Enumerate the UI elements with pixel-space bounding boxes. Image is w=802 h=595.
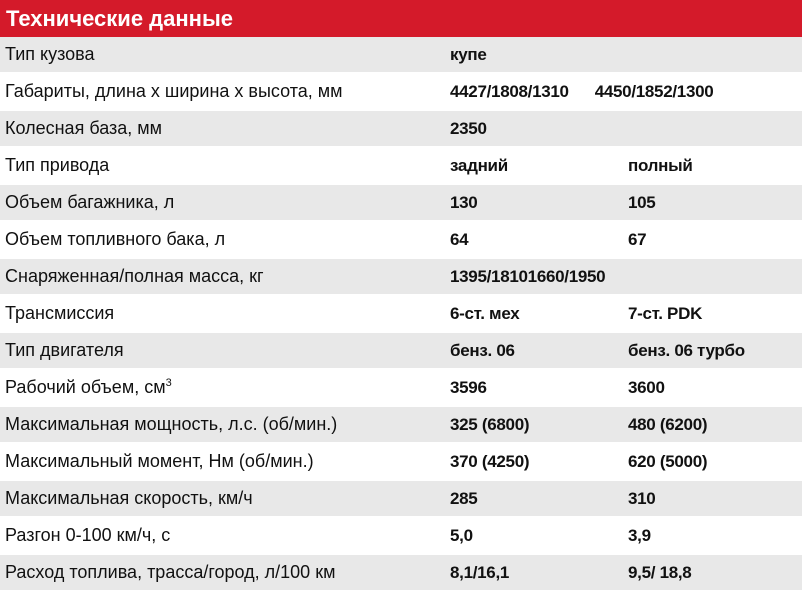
row-label-text: Тип привода	[5, 155, 110, 175]
row-label	[0, 451, 450, 472]
row-value-1: 5,0	[450, 525, 473, 545]
row-label-text: Тип кузова	[5, 44, 95, 64]
row-value-2: 3,9	[628, 525, 651, 545]
row-value-1: 2350	[450, 118, 487, 138]
row-value-1: 285	[450, 488, 478, 508]
row-label	[0, 192, 450, 213]
row-value-1: 64	[450, 229, 469, 249]
row-value-1: 4427/1808/1310	[450, 81, 569, 101]
row-value-2: 620 (5000)	[628, 451, 708, 471]
table-row	[0, 296, 802, 333]
row-label-text: Максимальный момент, Нм (об/мин.)	[5, 451, 314, 471]
row-value-1: 1395/18101660/1950	[450, 266, 606, 286]
row-label-text: Колесная база, мм	[5, 118, 163, 138]
row-value-1: 370 (4250)	[450, 451, 530, 471]
table-row	[0, 185, 802, 222]
row-label	[0, 340, 450, 361]
table-row	[0, 370, 802, 407]
table-row	[0, 111, 802, 148]
row-value-1: задний	[450, 155, 508, 175]
row-label-text: Объем багажника, л	[5, 192, 175, 212]
row-value-2: бенз. 06 турбо	[628, 340, 745, 360]
row-value-1: бенз. 06	[450, 340, 515, 360]
row-label	[0, 155, 450, 176]
row-value-2: 67	[628, 229, 647, 249]
spec-title: Технические данные	[0, 0, 802, 37]
row-label	[0, 303, 450, 324]
row-value-1: 6-ст. мех	[450, 303, 520, 323]
row-label	[0, 44, 450, 65]
row-value-1: 3596	[450, 377, 487, 397]
row-value-2: 3600	[628, 377, 665, 397]
spec-table	[0, 37, 802, 592]
row-label	[0, 81, 450, 102]
table-row	[0, 259, 802, 296]
table-row	[0, 37, 802, 74]
row-value-2: 310	[628, 488, 656, 508]
row-value-2: 480 (6200)	[628, 414, 708, 434]
row-label	[0, 377, 450, 398]
row-label	[0, 414, 450, 435]
table-row	[0, 444, 802, 481]
row-label-text: Трансмиссия	[5, 303, 115, 323]
table-row	[0, 481, 802, 518]
row-value-2: 9,5/ 18,8	[628, 562, 692, 582]
row-value-2: 105	[628, 192, 656, 212]
row-label-text: Расход топлива, трасса/город, л/100 км	[5, 562, 336, 582]
row-label	[0, 266, 450, 287]
row-label	[0, 525, 450, 546]
table-row	[0, 222, 802, 259]
row-value-1: 8,1/16,1	[450, 562, 510, 582]
row-label	[0, 488, 450, 509]
table-row	[0, 555, 802, 592]
row-label-text: Габариты, длина х ширина х высота, мм	[5, 81, 343, 101]
table-row	[0, 148, 802, 185]
row-value-2: 7-ст. PDK	[628, 303, 703, 323]
table-row	[0, 74, 802, 111]
row-label-text: Объем топливного бака, л	[5, 229, 226, 249]
row-value-2: 4450/1852/1300	[594, 81, 714, 101]
table-row	[0, 407, 802, 444]
row-label-text: Максимальная мощность, л.с. (об/мин.)	[5, 414, 338, 434]
row-label	[0, 118, 450, 139]
row-label-text: Тип двигателя	[5, 340, 124, 360]
row-label-text: Максимальная скорость, км/ч	[5, 488, 253, 508]
row-label-text: Разгон 0-100 км/ч, с	[5, 525, 171, 545]
row-label-text: Рабочий объем, см	[5, 377, 166, 397]
row-label-text: Снаряженная/полная масса, кг	[5, 266, 264, 286]
table-row	[0, 333, 802, 370]
row-value-1: купе	[450, 44, 487, 64]
table-row	[0, 518, 802, 555]
row-label	[0, 229, 450, 250]
row-value-1: 325 (6800)	[450, 414, 530, 434]
row-label-superscript: 3	[165, 377, 172, 389]
row-value-1: 130	[450, 192, 478, 212]
row-value-2: полный	[628, 155, 693, 175]
row-label	[0, 562, 450, 583]
